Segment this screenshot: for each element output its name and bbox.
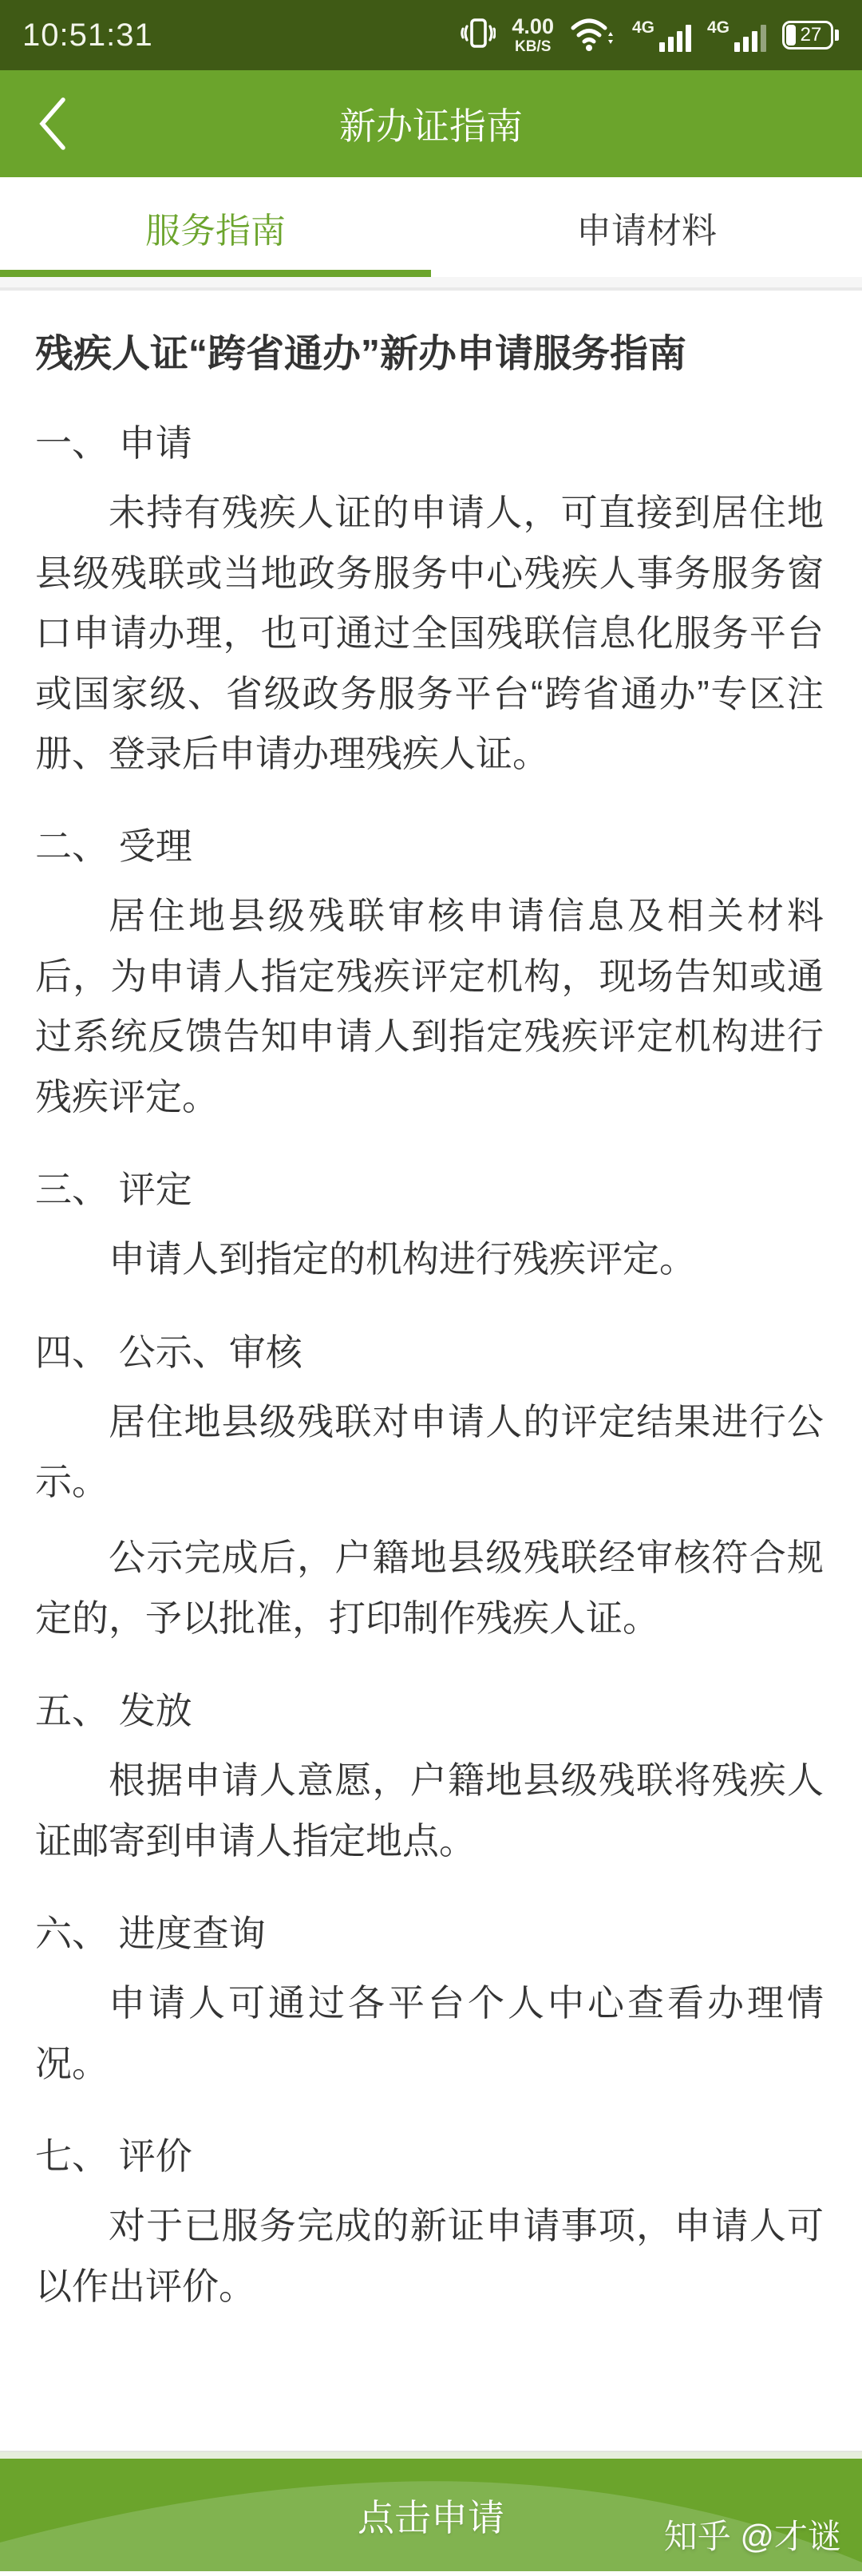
sim1-network-type: 4G — [631, 18, 654, 37]
section-heading: 一、 申请 — [35, 422, 192, 465]
section-paragraph: 根据申请人意愿，户籍地县级残联将残疾人证邮寄到申请人指定地点。 — [35, 1759, 824, 1862]
apply-button-label: 点击申请 — [358, 2496, 504, 2538]
section-paragraph: 居住地县级残联审核申请信息及相关材料后，为申请人指定残疾评定机构，现场告知或通过系统反馈告知申请人到指定残疾评定机构进行残疾评定。 — [35, 895, 824, 1118]
section-paragraph: 申请人可通过各平台个人中心查看办理情况。 — [35, 1982, 824, 2084]
status-icons — [461, 15, 840, 56]
section-paragraph: 未持有残疾人证的申请人，可直接到居住地县级残联或当地政务服务中心残疾人事务服务窗口申请办理，也可通过全国残联信息化服务平台或国家级、省级政务服务平台“跨省通办”专区注册、登录后申请办理残疾人证。 — [35, 492, 824, 774]
section-heading: 四、 公示、审核 — [35, 1331, 302, 1373]
sim2-network-type: 4G — [706, 18, 730, 37]
section-paragraphs — [35, 483, 824, 784]
tab-divider — [0, 277, 862, 291]
guide-section — [35, 1682, 824, 1871]
status-bar — [0, 0, 862, 70]
guide-section — [35, 1161, 824, 1289]
footer-strip — [0, 2451, 862, 2459]
tab-label: 申请材料 — [576, 211, 717, 251]
page-title: 新办证指南 — [339, 105, 523, 147]
header — [0, 70, 862, 177]
section-paragraph: 公示完成后，户籍地县级残联经审核符合规定的，予以批准，打印制作残疾人证。 — [35, 1537, 824, 1639]
document-title: 残疾人证“跨省通办”新办申请服务指南 — [35, 333, 687, 375]
section-paragraphs — [35, 1392, 824, 1649]
guide-section — [35, 2127, 824, 2317]
section-heading: 二、 受理 — [35, 825, 192, 868]
guide-section — [35, 414, 824, 784]
network-speed-value: 4.00 — [512, 14, 554, 38]
tab-label: 服务指南 — [145, 211, 286, 251]
signal-icon-sim2 — [707, 19, 766, 52]
sections — [35, 414, 824, 2317]
signal-icon-sim1 — [632, 19, 691, 52]
guide-section — [35, 817, 824, 1127]
section-paragraphs — [35, 1751, 824, 1871]
guide-section — [35, 1905, 824, 2094]
chevron-left-icon — [34, 92, 71, 156]
section-heading: 五、 发放 — [35, 1690, 192, 1732]
section-paragraph: 申请人到指定的机构进行残疾评定。 — [109, 1238, 696, 1280]
active-tab-underline — [0, 270, 431, 277]
section-paragraph: 对于已服务完成的新证申请事项，申请人可以作出评价。 — [35, 2205, 824, 2307]
tab-bar — [0, 177, 862, 277]
battery-icon — [782, 19, 840, 51]
guide-section — [35, 1324, 824, 1649]
watermark: 知乎 @才谜 — [663, 2518, 841, 2555]
battery-percent: 27 — [800, 24, 822, 46]
section-heading: 六、 进度查询 — [35, 1913, 266, 1955]
network-speed — [512, 16, 554, 54]
section-paragraphs — [35, 2196, 824, 2317]
section-paragraphs — [35, 1973, 824, 2094]
section-paragraphs — [35, 886, 824, 1127]
content-scroll[interactable] — [0, 291, 862, 2451]
section-heading: 三、 评定 — [35, 1169, 192, 1211]
status-time: 10:51:31 — [22, 17, 153, 53]
vibrate-icon — [461, 15, 496, 56]
back-button[interactable] — [29, 92, 77, 156]
section-heading: 七、 评价 — [35, 2135, 192, 2178]
wifi-icon — [570, 15, 616, 56]
footer-bar — [0, 2459, 862, 2571]
section-paragraph: 居住地县级残联对申请人的评定结果进行公示。 — [35, 1400, 824, 1502]
section-paragraphs — [35, 1229, 824, 1289]
network-speed-unit: KB/S — [514, 38, 552, 55]
tab-service-guide[interactable] — [0, 177, 431, 277]
tab-application-materials[interactable] — [431, 177, 862, 277]
